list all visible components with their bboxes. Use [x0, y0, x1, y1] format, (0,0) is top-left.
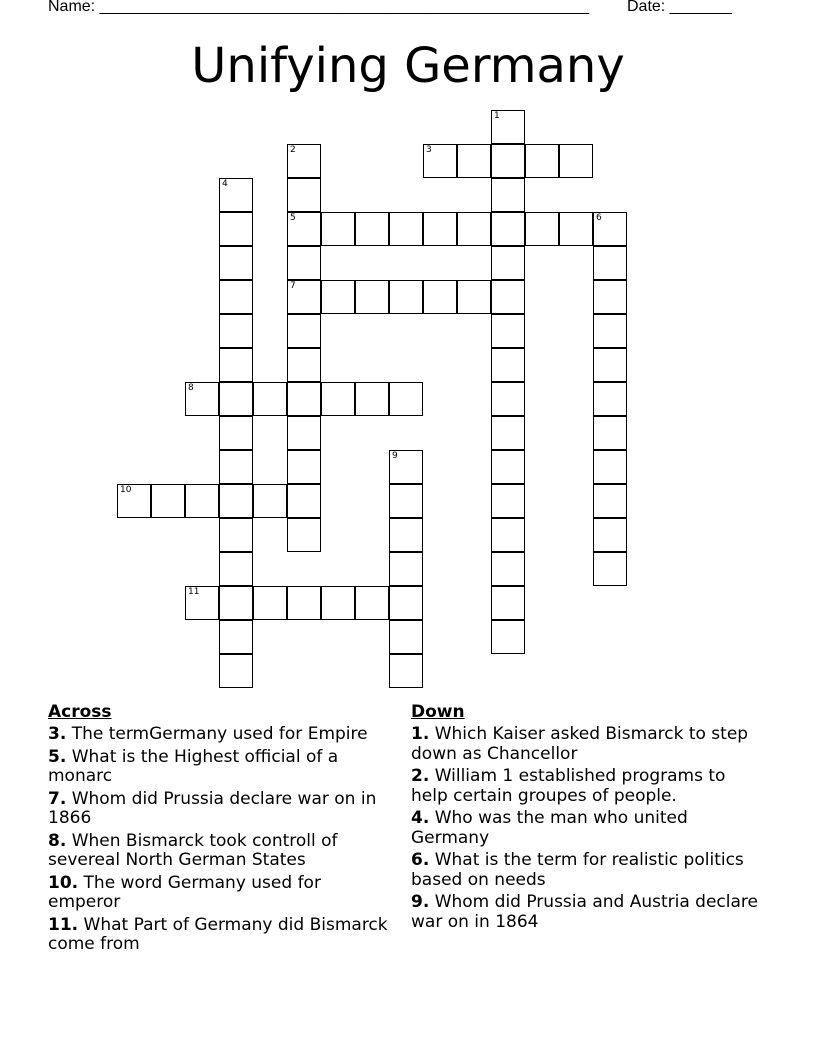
- crossword-cell[interactable]: [593, 246, 627, 280]
- crossword-cell[interactable]: [491, 484, 525, 518]
- crossword-cell[interactable]: [287, 586, 321, 620]
- crossword-cell[interactable]: [219, 654, 253, 688]
- crossword-cell[interactable]: [321, 212, 355, 246]
- down-heading: Down: [411, 702, 465, 722]
- clue-across-11: 11. What Part of Germany did Bismarck come from: [48, 914, 388, 954]
- crossword-cell[interactable]: [559, 144, 593, 178]
- across-clues: [48, 702, 393, 958]
- crossword-cell[interactable]: [321, 382, 355, 416]
- crossword-cell[interactable]: [559, 212, 593, 246]
- crossword-cell[interactable]: [389, 552, 423, 586]
- crossword-cell[interactable]: [185, 382, 219, 416]
- crossword-cell[interactable]: [287, 280, 321, 314]
- crossword-cell[interactable]: [355, 280, 389, 314]
- crossword-cell[interactable]: [423, 144, 457, 178]
- clue-number: 5: [290, 213, 296, 223]
- crossword-cell[interactable]: [423, 280, 457, 314]
- crossword-cell[interactable]: [491, 144, 525, 178]
- crossword-cell[interactable]: [355, 586, 389, 620]
- clue-down-9: 9. Whom did Prussia and Austria declare war on in 1864: [411, 892, 758, 932]
- crossword-cell[interactable]: [219, 348, 253, 382]
- crossword-cell[interactable]: [593, 484, 627, 518]
- crossword-cell[interactable]: [287, 314, 321, 348]
- crossword-cell[interactable]: [287, 212, 321, 246]
- crossword-cell[interactable]: [423, 212, 457, 246]
- crossword-cell[interactable]: [593, 280, 627, 314]
- crossword-cell[interactable]: [491, 246, 525, 280]
- crossword-cell[interactable]: [253, 586, 287, 620]
- crossword-cell[interactable]: [593, 212, 627, 246]
- page-title: Unifying Germany: [191, 38, 625, 94]
- crossword-cell[interactable]: [355, 382, 389, 416]
- crossword-cell[interactable]: [491, 586, 525, 620]
- crossword-cell[interactable]: [321, 280, 355, 314]
- clue-number: 3: [426, 145, 432, 155]
- crossword-cell[interactable]: [287, 484, 321, 518]
- crossword-cell[interactable]: [593, 552, 627, 586]
- crossword-cell[interactable]: [253, 484, 287, 518]
- crossword-cell[interactable]: [593, 348, 627, 382]
- crossword-cell[interactable]: [389, 280, 423, 314]
- crossword-cell[interactable]: [287, 518, 321, 552]
- crossword-cell[interactable]: [457, 280, 491, 314]
- crossword-cell[interactable]: [219, 620, 253, 654]
- crossword-cell[interactable]: [389, 654, 423, 688]
- crossword-cell[interactable]: [593, 518, 627, 552]
- crossword-cell[interactable]: [593, 382, 627, 416]
- crossword-cell[interactable]: [525, 144, 559, 178]
- crossword-cell[interactable]: [219, 586, 253, 620]
- crossword-cell[interactable]: [525, 212, 559, 246]
- crossword-cell[interactable]: [389, 620, 423, 654]
- clue-number: 10: [120, 485, 132, 495]
- crossword-cell[interactable]: [185, 586, 219, 620]
- crossword-cell[interactable]: [219, 212, 253, 246]
- crossword-cell[interactable]: [491, 178, 525, 212]
- crossword-cell[interactable]: [253, 382, 287, 416]
- crossword-cell[interactable]: [287, 416, 321, 450]
- crossword-cell[interactable]: [593, 450, 627, 484]
- clue-number: 9: [392, 451, 398, 461]
- crossword-cell[interactable]: [491, 110, 525, 144]
- crossword-cell[interactable]: [219, 416, 253, 450]
- crossword-cell[interactable]: [457, 212, 491, 246]
- crossword-cell[interactable]: [219, 484, 253, 518]
- crossword-cell[interactable]: [389, 518, 423, 552]
- clue-across-10: 10. The word Germany used for emperor: [48, 872, 321, 912]
- crossword-cell[interactable]: [287, 348, 321, 382]
- crossword-cell[interactable]: [389, 212, 423, 246]
- crossword-cell[interactable]: [219, 314, 253, 348]
- across-heading: Across: [48, 702, 112, 722]
- crossword-cell[interactable]: [117, 484, 151, 518]
- crossword-cell[interactable]: [219, 382, 253, 416]
- crossword-cell[interactable]: [593, 314, 627, 348]
- crossword-cell[interactable]: [491, 450, 525, 484]
- crossword-cell[interactable]: [287, 144, 321, 178]
- crossword-cell[interactable]: [287, 178, 321, 212]
- crossword-cell[interactable]: [287, 246, 321, 280]
- crossword-cell[interactable]: [219, 178, 253, 212]
- crossword-cell[interactable]: [491, 382, 525, 416]
- name-field-label[interactable]: Name: _______________________________________________________: [48, 0, 589, 15]
- clue-across-5: 5. What is the Highest official of a monarc: [48, 746, 339, 786]
- crossword-cell[interactable]: [151, 484, 185, 518]
- clue-number: 11: [188, 587, 200, 597]
- crossword-cell[interactable]: [593, 416, 627, 450]
- crossword-cell[interactable]: [389, 484, 423, 518]
- clue-down-6: 6. What is the term for realistic politics based on needs: [411, 850, 744, 890]
- crossword-cell[interactable]: [355, 212, 389, 246]
- crossword-cell[interactable]: [491, 552, 525, 586]
- crossword-cell[interactable]: [219, 552, 253, 586]
- clue-across-8: 8. When Bismarck took controll of severeal North German States: [48, 830, 338, 870]
- crossword-cell[interactable]: [219, 518, 253, 552]
- crossword-cell[interactable]: [389, 450, 423, 484]
- clue-down-4: 4. Who was the man who united Germany: [411, 808, 688, 848]
- crossword-cell[interactable]: [321, 586, 355, 620]
- crossword-cell[interactable]: [219, 450, 253, 484]
- crossword-cell[interactable]: [491, 518, 525, 552]
- crossword-cell[interactable]: [287, 382, 321, 416]
- clue-down-1: 1. Which Kaiser asked Bismarck to step down as Chancellor: [411, 724, 749, 764]
- date-field-label[interactable]: Date: _______: [627, 0, 732, 15]
- crossword-cell[interactable]: [457, 144, 491, 178]
- crossword-cell[interactable]: [491, 314, 525, 348]
- clue-across-3: 3. The termGermany used for Empire: [48, 724, 368, 744]
- clue-down-2: 2. William 1 established programs to help certain groupes of people.: [411, 766, 726, 806]
- clue-number: 7: [290, 281, 296, 291]
- crossword-cell[interactable]: [491, 620, 525, 654]
- crossword-cell[interactable]: [185, 484, 219, 518]
- clue-number: 6: [596, 213, 602, 223]
- crossword-cell[interactable]: [491, 212, 525, 246]
- crossword-cell[interactable]: [287, 450, 321, 484]
- clue-number: 8: [188, 383, 194, 393]
- clue-number: 4: [222, 179, 228, 189]
- crossword-cell[interactable]: [389, 382, 423, 416]
- clue-number: 1: [494, 111, 500, 121]
- clue-number: 2: [290, 145, 296, 155]
- crossword-cell[interactable]: [491, 416, 525, 450]
- crossword-cell[interactable]: [491, 348, 525, 382]
- clue-across-7: 7. Whom did Prussia declare war on in 1866: [48, 788, 377, 828]
- down-clues: [411, 702, 761, 935]
- crossword-cell[interactable]: [491, 280, 525, 314]
- crossword-cell[interactable]: [219, 246, 253, 280]
- crossword-cell[interactable]: [389, 586, 423, 620]
- crossword-cell[interactable]: [219, 280, 253, 314]
